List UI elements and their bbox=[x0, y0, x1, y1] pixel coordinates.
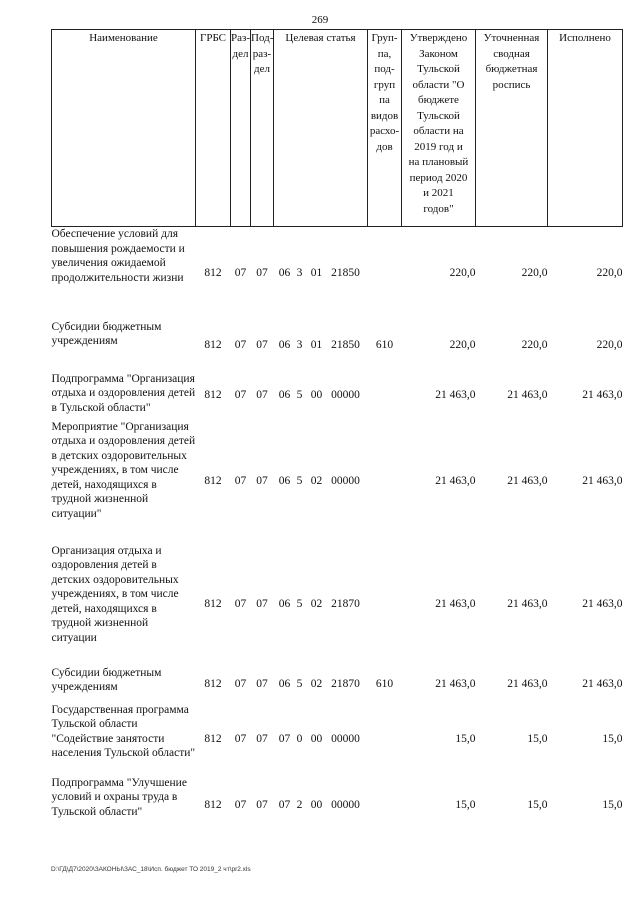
row-target bbox=[274, 666, 368, 703]
target-subprogram: 5 bbox=[296, 677, 303, 690]
row-executed: 21 463,0 bbox=[582, 598, 623, 611]
target-subprogram: 2 bbox=[296, 799, 303, 812]
row-group bbox=[368, 372, 402, 420]
row-target bbox=[274, 420, 368, 544]
row-podrazdel: 07 bbox=[256, 799, 268, 812]
target-direction: 21870 bbox=[331, 598, 360, 611]
row-podrazdel: 07 bbox=[256, 389, 268, 402]
target-event: 00 bbox=[310, 389, 323, 402]
row-approved: 15,0 bbox=[455, 799, 476, 812]
row-executed: 15,0 bbox=[602, 799, 623, 812]
header-executed: Исполнено bbox=[548, 30, 623, 227]
table-row bbox=[52, 776, 623, 836]
row-approved: 220,0 bbox=[449, 339, 476, 352]
table-row bbox=[52, 666, 623, 703]
row-executed: 15,0 bbox=[602, 732, 623, 745]
row-group bbox=[368, 544, 402, 666]
row-approved: 21 463,0 bbox=[435, 389, 476, 402]
row-name: Подпрограмма "Организация отдыха и оздоровления детей в Тульской области" bbox=[51, 372, 196, 414]
target-event: 01 bbox=[310, 267, 323, 279]
target-event: 01 bbox=[310, 339, 323, 352]
target-program: 07 bbox=[278, 799, 291, 812]
header-approved: Утверждено Законом Тульской области "О бюджете Тульской области на 2019 год и на плановый период 2020 и 2021 годов" bbox=[402, 30, 476, 227]
row-name: Мероприятие "Организация отдыха и оздоровления детей в детских оздоровительных учреждениях, в том числе детей, находящихся в трудной жизненной ситуации" bbox=[51, 420, 196, 520]
target-direction: 00000 bbox=[331, 732, 360, 745]
row-refined: 220,0 bbox=[521, 267, 548, 279]
row-group bbox=[368, 227, 402, 320]
row-grbs: 812 bbox=[204, 598, 222, 611]
row-grbs: 812 bbox=[204, 732, 222, 745]
target-event: 02 bbox=[310, 475, 323, 488]
row-podrazdel: 07 bbox=[256, 677, 268, 690]
target-subprogram: 3 bbox=[296, 339, 303, 352]
row-razdel: 07 bbox=[234, 799, 247, 812]
target-subprogram: 3 bbox=[296, 267, 303, 279]
row-group: 610 bbox=[375, 677, 394, 690]
header-razdel: Раз- дел bbox=[231, 30, 251, 227]
row-refined: 15,0 bbox=[527, 732, 548, 745]
row-executed: 21 463,0 bbox=[582, 677, 623, 690]
row-group bbox=[368, 703, 402, 776]
row-grbs: 812 bbox=[204, 677, 222, 690]
row-target bbox=[274, 544, 368, 666]
row-executed: 21 463,0 bbox=[582, 475, 623, 488]
table-row bbox=[52, 420, 623, 544]
row-razdel: 07 bbox=[234, 339, 247, 352]
table-row bbox=[52, 227, 623, 320]
row-refined: 15,0 bbox=[527, 799, 548, 812]
row-name: Субсидии бюджетным учреждениям bbox=[51, 320, 162, 347]
row-target bbox=[274, 776, 368, 836]
target-direction: 00000 bbox=[331, 475, 360, 488]
target-direction: 00000 bbox=[331, 799, 360, 812]
row-name: Государственная программа Тульской области "Содействие занятости населения Тульской области" bbox=[51, 703, 196, 759]
target-program: 07 bbox=[278, 732, 291, 745]
row-podrazdel: 07 bbox=[256, 267, 268, 279]
row-razdel: 07 bbox=[234, 732, 247, 745]
target-direction: 21870 bbox=[331, 677, 360, 690]
row-refined: 21 463,0 bbox=[507, 475, 548, 488]
row-razdel: 07 bbox=[234, 389, 247, 402]
row-razdel: 07 bbox=[234, 677, 247, 690]
target-subprogram: 5 bbox=[296, 475, 303, 488]
row-refined: 220,0 bbox=[521, 339, 548, 352]
row-razdel: 07 bbox=[234, 475, 247, 488]
row-razdel: 07 bbox=[234, 267, 247, 279]
row-executed: 220,0 bbox=[596, 267, 623, 279]
row-grbs: 812 bbox=[204, 475, 222, 488]
target-program: 06 bbox=[278, 598, 291, 611]
file-path-footer: D:\ГД\Д7\2020\ЗАКОНЫ\ЗАС_18\Исп. бюджет ТО 2019_2 чт\pr2.xls bbox=[51, 866, 251, 873]
target-program: 06 bbox=[278, 339, 291, 352]
target-program: 06 bbox=[278, 475, 291, 488]
header-target: Целевая статья bbox=[274, 30, 368, 227]
row-podrazdel: 07 bbox=[256, 732, 268, 745]
table-row bbox=[52, 372, 623, 420]
row-name: Подпрограмма "Улучшение условий и охраны труда в Тульской области" bbox=[51, 776, 187, 818]
target-subprogram: 5 bbox=[296, 389, 303, 402]
row-podrazdel: 07 bbox=[256, 339, 268, 352]
table-header-row bbox=[52, 30, 623, 227]
row-approved: 220,0 bbox=[449, 267, 476, 279]
table-row bbox=[52, 320, 623, 372]
row-approved: 15,0 bbox=[455, 732, 476, 745]
row-grbs: 812 bbox=[204, 389, 222, 402]
target-program: 06 bbox=[278, 389, 291, 402]
row-refined: 21 463,0 bbox=[507, 598, 548, 611]
row-approved: 21 463,0 bbox=[435, 677, 476, 690]
header-group: Груп- па, под- груп па видов расхо- дов bbox=[368, 30, 402, 227]
row-target bbox=[274, 227, 368, 320]
target-direction: 21850 bbox=[331, 339, 360, 352]
row-group bbox=[368, 776, 402, 836]
row-executed: 21 463,0 bbox=[582, 389, 623, 402]
row-name: Субсидии бюджетным учреждениям bbox=[51, 666, 162, 693]
row-razdel: 07 bbox=[234, 598, 247, 611]
row-podrazdel: 07 bbox=[256, 598, 268, 611]
header-refined: Уточненная сводная бюджетная роспись bbox=[476, 30, 548, 227]
page-number: 269 bbox=[311, 14, 329, 26]
target-program: 06 bbox=[278, 267, 291, 279]
target-subprogram: 5 bbox=[296, 598, 303, 611]
header-name: Наименование bbox=[52, 30, 196, 227]
target-event: 02 bbox=[310, 598, 323, 611]
row-name: Организация отдыха и оздоровления детей в детских оздоровительных учреждениях, в том числе детей, находящихся в трудной жизненной ситуации bbox=[51, 544, 179, 644]
row-name: Обеспечение условий для повышения рождаемости и увеличения ожидаемой продолжительности жизни bbox=[51, 228, 185, 284]
table-row bbox=[52, 544, 623, 666]
row-grbs: 812 bbox=[204, 799, 222, 812]
budget-table bbox=[51, 29, 623, 836]
row-refined: 21 463,0 bbox=[507, 389, 548, 402]
target-event: 00 bbox=[310, 799, 323, 812]
row-refined: 21 463,0 bbox=[507, 677, 548, 690]
row-executed: 220,0 bbox=[596, 339, 623, 352]
row-target bbox=[274, 703, 368, 776]
target-direction: 00000 bbox=[331, 389, 360, 402]
row-podrazdel: 07 bbox=[256, 475, 268, 488]
header-podrazdel: Под- раз- дел bbox=[251, 30, 274, 227]
row-approved: 21 463,0 bbox=[435, 598, 476, 611]
row-group bbox=[368, 420, 402, 544]
row-group: 610 bbox=[375, 339, 394, 352]
target-program: 06 bbox=[278, 677, 291, 690]
target-event: 00 bbox=[310, 732, 323, 745]
header-grbs: ГРБС bbox=[196, 30, 231, 227]
target-event: 02 bbox=[310, 677, 323, 690]
row-grbs: 812 bbox=[204, 339, 222, 352]
table-row bbox=[52, 703, 623, 776]
row-approved: 21 463,0 bbox=[435, 475, 476, 488]
target-subprogram: 0 bbox=[296, 732, 303, 745]
row-target bbox=[274, 320, 368, 372]
row-target bbox=[274, 372, 368, 420]
target-direction: 21850 bbox=[331, 267, 360, 279]
row-grbs: 812 bbox=[204, 267, 222, 279]
